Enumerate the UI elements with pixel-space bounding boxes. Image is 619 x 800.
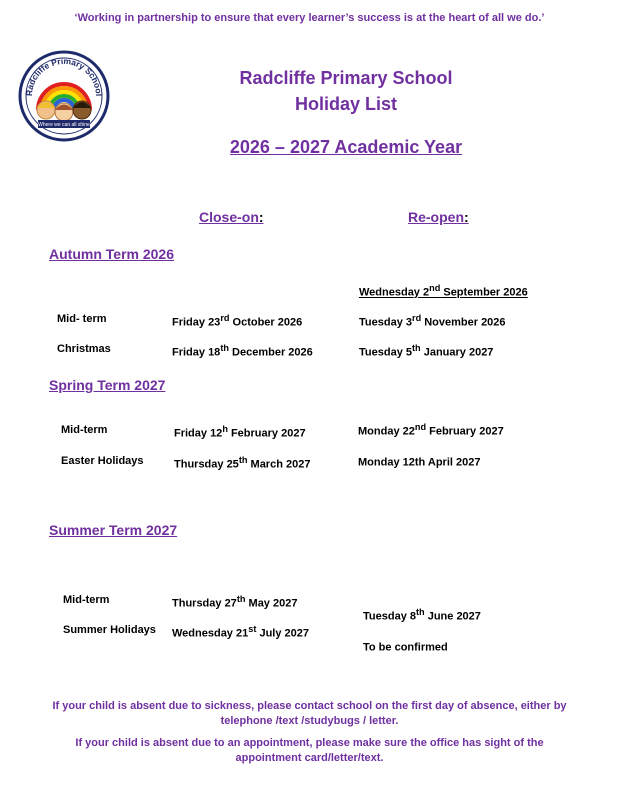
svg-text:Radcliffe Primary School: Radcliffe Primary School [23,55,105,97]
autumn-midterm-label: Mid- term [57,313,107,325]
sickness-notice: If your child is absent due to sickness, please contact school on the first day of absence, either by telephone /text /studybugs / letter. [52,700,567,727]
appointment-notice: If your child is absent due to an appointment, please make sure the office has sight of the appointment card/letter/text. [75,737,544,764]
svg-text:Where we can all shine: Where we can all shine [38,122,90,128]
summer-midterm-close: Thursday 27th May 2027 [172,594,298,610]
summer-midterm-label: Mid-term [63,594,110,606]
tagline: ‘Working in partnership to ensure that every learner’s success is at the heart of all we do.’ [74,12,545,24]
school-logo [18,50,110,142]
spring-midterm-label: Mid-term [61,424,108,436]
spring-midterm-close: Friday 12$^h$ February 2027 [174,424,306,440]
list-title: Holiday List [294,94,397,114]
spring-easter-close: Thursday 25th March 2027 [174,455,311,471]
summer-holidays-close: Wednesday 21st July 2027 [172,624,309,640]
spring-easter-label: Easter Holidays [61,455,144,467]
summer-midterm-reopen: Tuesday 8th June 2027 [363,607,481,623]
summer-term-title: Summer Term 2027 [49,522,178,538]
summer-holidays-reopen: To be confirmed [363,641,448,654]
autumn-term-title: Autumn Term 2026 [49,246,174,262]
school-name: Radcliffe Primary School [239,68,453,88]
spring-term-title: Spring Term 2027 [49,377,166,393]
autumn-christmas-close: Friday 18th December 2026 [172,343,313,359]
summer-holidays-label: Summer Holidays [63,624,156,636]
academic-year: 2026 – 2027 Academic Year [229,137,463,157]
autumn-christmas-reopen: Tuesday 5th January 2027 [359,343,494,359]
spring-midterm-reopen: Monday 22nd February 2027 [358,422,504,438]
spring-easter-reopen: Monday 12th April 2027 [358,456,481,469]
autumn-christmas-label: Christmas [57,343,111,355]
autumn-midterm-close: Friday 23rd October 2026 [172,313,303,329]
autumn-midterm-reopen: Tuesday 3rd November 2026 [359,313,506,329]
close-on-heading: Close-on: [199,209,264,225]
reopen-heading: Re-open: [408,209,469,225]
autumn-start-date: Wednesday 2nd September 2026 [359,283,528,299]
